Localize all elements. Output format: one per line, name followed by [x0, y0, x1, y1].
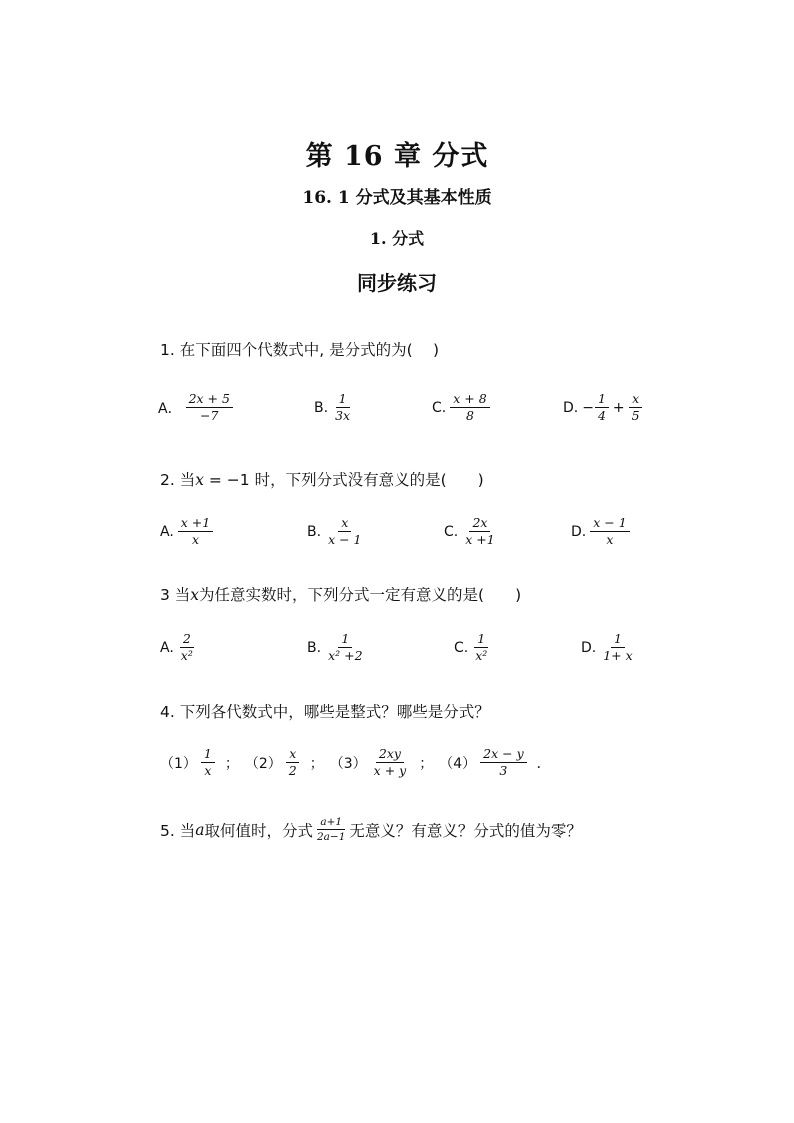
numerator: x + 8	[450, 392, 489, 408]
q3-option-d[interactable]	[581, 632, 640, 664]
denominator: 5	[631, 408, 640, 424]
question-text-part: 5. 当	[160, 821, 196, 840]
denominator: 1+ x	[603, 648, 633, 664]
q3-option-a[interactable]	[160, 632, 200, 664]
numerator: 1	[201, 747, 215, 763]
fraction	[371, 747, 410, 779]
denominator: x	[191, 532, 200, 548]
denominator: x² +2	[328, 648, 363, 664]
fraction	[325, 516, 364, 548]
question-text-part: 时，下列分式没有意义的是( )	[249, 471, 484, 489]
option-label: B.	[307, 639, 322, 656]
denominator: −7	[200, 408, 219, 424]
fraction	[178, 516, 213, 548]
denominator: 4	[597, 408, 606, 424]
question-1-text: 1. 在下面四个代数式中, 是分式的为( )	[160, 341, 440, 359]
fraction	[629, 392, 643, 424]
denominator: 2a−1	[316, 831, 346, 844]
numerator: 2x − y	[480, 747, 527, 763]
fraction	[595, 392, 609, 424]
denominator: x + y	[373, 763, 407, 779]
option-label: D.	[563, 399, 579, 416]
option-label: B.	[314, 399, 329, 416]
fraction	[472, 632, 490, 664]
q3-option-b[interactable]	[307, 632, 370, 664]
chapter-title: 第 16 章 分式	[305, 141, 489, 172]
question-4-text: 4. 下列各代数式中，哪些是整式？哪些是分式？	[160, 703, 490, 721]
question-text-part: 2. 当	[160, 471, 196, 489]
question-2-text	[160, 468, 484, 490]
numerator: 2x	[469, 516, 490, 532]
q2-option-a[interactable]	[160, 516, 217, 548]
option-label: D.	[571, 523, 587, 540]
numerator: 1	[595, 392, 609, 408]
numerator: x − 1	[590, 516, 629, 532]
option-label: A.	[160, 639, 174, 656]
q2-option-c[interactable]	[444, 516, 502, 548]
question-text-part: 3 当	[160, 586, 191, 604]
separator: ；	[224, 755, 239, 772]
numerator: 2	[180, 632, 194, 648]
option-label: A．	[158, 400, 182, 417]
item-label: （4）	[439, 755, 477, 772]
fraction	[480, 747, 527, 779]
question-5-text	[160, 816, 582, 843]
q1-option-d[interactable]	[563, 392, 647, 424]
denominator: x	[606, 532, 614, 548]
denominator: x²	[180, 648, 193, 664]
question-text-part: 为任意实数时，下列分式一定有意义的是( )	[199, 586, 522, 604]
fraction	[600, 632, 635, 664]
fraction	[590, 516, 629, 548]
denominator: 2	[288, 763, 297, 779]
variable: x	[190, 586, 200, 604]
option-label: B.	[307, 523, 322, 540]
minus-sign: −	[582, 399, 594, 416]
question-3-text	[160, 583, 521, 605]
question-text-part: 取何值时，分式	[204, 821, 313, 840]
q3-option-c[interactable]	[454, 632, 494, 664]
numerator: x +1	[178, 516, 213, 532]
denominator: x	[204, 763, 212, 779]
item-label: （1）	[160, 755, 197, 772]
option-label: D.	[581, 639, 597, 656]
denominator: 3x	[335, 408, 351, 424]
item-label: （2）	[244, 755, 282, 772]
separator: ；	[309, 755, 324, 772]
variable: x	[195, 471, 204, 489]
numerator: a+1	[317, 816, 345, 830]
fraction	[178, 632, 196, 664]
fraction	[201, 747, 215, 779]
option-label: C.	[454, 639, 469, 656]
question-text-part: = −1	[203, 471, 250, 489]
practice-title: 同步练习	[357, 271, 437, 295]
denominator: 3	[499, 763, 508, 779]
option-label: C.	[432, 399, 447, 416]
denominator: x − 1	[328, 532, 362, 548]
numerator: x	[629, 392, 642, 408]
numerator: x	[286, 747, 299, 763]
q4-expression-list	[160, 747, 557, 779]
separator: ．	[536, 755, 551, 772]
q1-option-c[interactable]	[432, 392, 494, 424]
numerator: 1	[336, 392, 350, 408]
fraction	[325, 632, 365, 664]
numerator: 2x + 5	[186, 392, 233, 408]
q1-option-a[interactable]	[158, 392, 237, 424]
numerator: 1	[338, 632, 352, 648]
fraction	[332, 392, 353, 424]
numerator: x	[338, 516, 351, 532]
separator: ；	[419, 755, 434, 772]
option-label: A.	[160, 523, 174, 540]
numerator: 1	[474, 632, 488, 648]
variable: a	[195, 820, 205, 839]
question-text-part: 无意义？有意义？分式的值为零？	[349, 821, 582, 840]
denominator: x²	[475, 648, 488, 664]
denominator: x +1	[465, 532, 495, 548]
fraction	[286, 747, 300, 779]
section-title: 16. 1 分式及其基本性质	[302, 188, 492, 208]
q2-option-b[interactable]	[307, 516, 369, 548]
numerator: 1	[611, 632, 625, 648]
fraction	[462, 516, 497, 548]
fraction	[450, 392, 489, 424]
denominator: 8	[465, 408, 474, 424]
fraction	[314, 816, 348, 843]
plus-sign: +	[612, 399, 625, 416]
sub-title: 1. 分式	[369, 229, 425, 248]
fraction	[186, 392, 233, 424]
numerator: 2xy	[376, 747, 404, 763]
q2-option-d[interactable]	[571, 516, 634, 548]
item-label: （3）	[329, 755, 367, 772]
q1-option-b[interactable]	[314, 392, 357, 424]
option-label: C.	[444, 523, 459, 540]
